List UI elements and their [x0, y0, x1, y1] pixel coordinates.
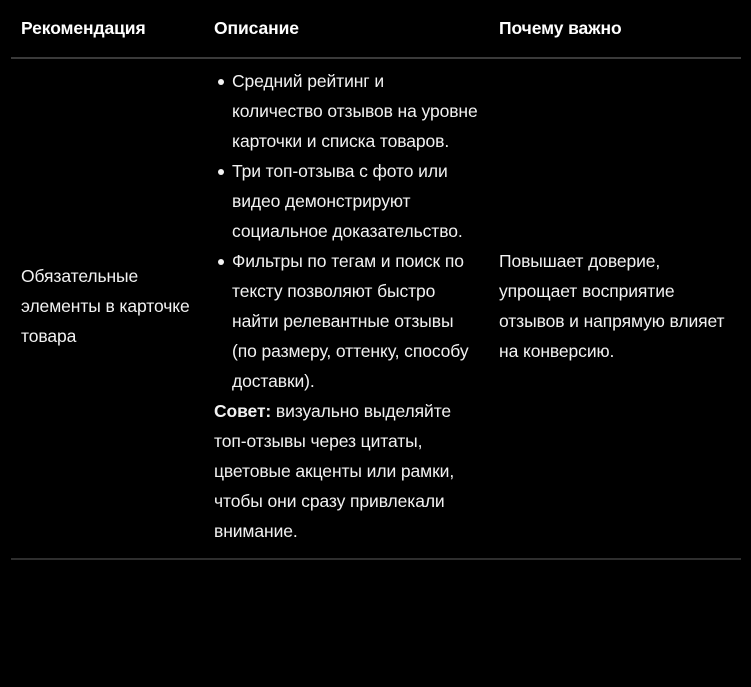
table-body — [11, 58, 741, 559]
table-header — [11, 0, 741, 58]
description-bullet: Три топ-отзыва с фото или видео демонстрируют социальное доказательство. — [232, 156, 479, 246]
column-header-recommendation: Рекомендация — [11, 0, 204, 58]
header-row — [11, 0, 741, 58]
description-bullet-list — [214, 66, 479, 396]
tip-paragraph — [214, 396, 479, 546]
recommendations-table — [11, 0, 741, 560]
description-bullet: Фильтры по тегам и поиск по тексту позволяют быстро найти релевантные отзывы (по размеру, оттенку, способу доставки). — [232, 246, 479, 396]
column-header-why-important: Почему важно — [489, 0, 741, 58]
cell-recommendation: Обязательные элементы в карточке товара — [11, 58, 204, 559]
table-row — [11, 58, 741, 559]
description-bullet: Средний рейтинг и количество отзывов на уровне карточки и списка товаров. — [232, 66, 479, 156]
tip-text: визуально выделяйте топ-отзывы через цитаты, цветовые акценты или рамки, чтобы они сразу привлекали внимание. — [214, 401, 455, 541]
cell-description — [204, 58, 489, 559]
tip-label: Совет: — [214, 401, 272, 421]
recommendations-table-container — [11, 0, 741, 560]
cell-why-important: Повышает доверие, упрощает восприятие отзывов и напрямую влияет на конверсию. — [489, 58, 741, 559]
column-header-description: Описание — [204, 0, 489, 58]
